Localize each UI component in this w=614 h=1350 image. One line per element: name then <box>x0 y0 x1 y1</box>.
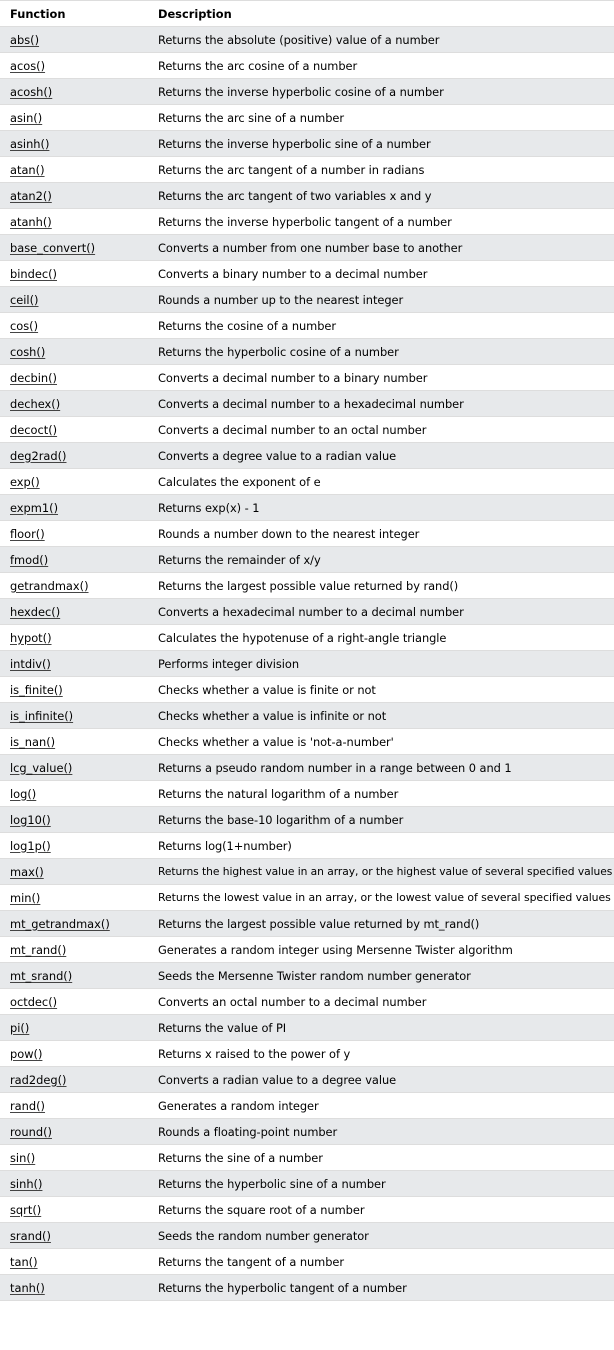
function-link[interactable]: fmod() <box>10 552 49 567</box>
description-cell: Returns the remainder of x/y <box>148 547 614 573</box>
function-cell <box>0 1145 148 1171</box>
description-cell: Converts an octal number to a decimal number <box>148 989 614 1015</box>
table-row <box>0 261 614 287</box>
function-link[interactable]: log() <box>10 786 37 801</box>
function-link[interactable]: asinh() <box>10 136 50 151</box>
table-row <box>0 1197 614 1223</box>
function-cell <box>0 989 148 1015</box>
function-link[interactable]: is_nan() <box>10 734 56 749</box>
function-link[interactable]: bindec() <box>10 266 58 281</box>
function-cell <box>0 365 148 391</box>
function-link[interactable]: log10() <box>10 812 51 827</box>
table-row <box>0 1223 614 1249</box>
function-link[interactable]: cos() <box>10 318 39 333</box>
table-row <box>0 807 614 833</box>
table-row <box>0 781 614 807</box>
function-link[interactable]: sinh() <box>10 1176 43 1191</box>
description-cell: Converts a decimal number to a binary number <box>148 365 614 391</box>
table-row <box>0 1041 614 1067</box>
table-row <box>0 729 614 755</box>
function-link[interactable]: intdiv() <box>10 656 51 671</box>
function-link[interactable]: rand() <box>10 1098 46 1113</box>
description-cell: Returns a pseudo random number in a range between 0 and 1 <box>148 755 614 781</box>
table-row <box>0 1249 614 1275</box>
description-cell: Returns the cosine of a number <box>148 313 614 339</box>
description-cell: Returns the arc sine of a number <box>148 105 614 131</box>
description-cell: Returns the inverse hyperbolic tangent of a number <box>148 209 614 235</box>
header-row <box>0 1 614 27</box>
function-link[interactable]: decoct() <box>10 422 58 437</box>
function-cell <box>0 417 148 443</box>
table-row <box>0 443 614 469</box>
function-link[interactable]: log1p() <box>10 838 51 853</box>
description-cell: Returns the inverse hyperbolic sine of a number <box>148 131 614 157</box>
table-row <box>0 547 614 573</box>
description-cell: Generates a random integer using Mersenne Twister algorithm <box>148 937 614 963</box>
function-cell <box>0 807 148 833</box>
table-row <box>0 859 614 885</box>
function-link[interactable]: octdec() <box>10 994 58 1009</box>
description-cell: Returns the inverse hyperbolic cosine of a number <box>148 79 614 105</box>
description-cell: Calculates the exponent of e <box>148 469 614 495</box>
function-link[interactable]: base_convert() <box>10 240 96 255</box>
table-row <box>0 625 614 651</box>
function-link[interactable]: atan() <box>10 162 45 177</box>
table-row <box>0 1067 614 1093</box>
description-cell: Returns the largest possible value returned by mt_rand() <box>148 911 614 937</box>
function-cell <box>0 547 148 573</box>
description-cell: Checks whether a value is 'not-a-number' <box>148 729 614 755</box>
function-cell <box>0 599 148 625</box>
function-cell <box>0 27 148 53</box>
table-row <box>0 1145 614 1171</box>
function-link[interactable]: cosh() <box>10 344 46 359</box>
table-row <box>0 963 614 989</box>
function-link[interactable]: round() <box>10 1124 52 1139</box>
function-cell <box>0 859 148 885</box>
description-cell: Generates a random integer <box>148 1093 614 1119</box>
description-cell: Seeds the Mersenne Twister random number generator <box>148 963 614 989</box>
function-cell <box>0 1223 148 1249</box>
description-cell: Returns the hyperbolic sine of a number <box>148 1171 614 1197</box>
description-cell: Returns the hyperbolic cosine of a number <box>148 339 614 365</box>
description-cell: Returns the largest possible value returned by rand() <box>148 573 614 599</box>
function-link[interactable]: dechex() <box>10 396 61 411</box>
description-cell: Returns the lowest value in an array, or the lowest value of several specified values <box>148 885 614 911</box>
description-cell: Converts a radian value to a degree value <box>148 1067 614 1093</box>
function-cell <box>0 495 148 521</box>
description-cell: Checks whether a value is finite or not <box>148 677 614 703</box>
function-link[interactable]: hypot() <box>10 630 52 645</box>
description-cell: Returns the value of PI <box>148 1015 614 1041</box>
function-cell <box>0 469 148 495</box>
table-row <box>0 1171 614 1197</box>
function-cell <box>0 79 148 105</box>
function-link[interactable]: mt_rand() <box>10 942 67 957</box>
table-header <box>0 1 614 27</box>
function-link[interactable]: decbin() <box>10 370 58 385</box>
function-cell <box>0 209 148 235</box>
function-cell <box>0 131 148 157</box>
table-row <box>0 183 614 209</box>
function-link[interactable]: srand() <box>10 1228 51 1243</box>
table-row <box>0 53 614 79</box>
table-body <box>0 27 614 1301</box>
description-cell: Converts a number from one number base to another <box>148 235 614 261</box>
table-row <box>0 287 614 313</box>
function-cell <box>0 781 148 807</box>
function-cell <box>0 1249 148 1275</box>
function-cell <box>0 53 148 79</box>
function-cell <box>0 911 148 937</box>
function-cell <box>0 833 148 859</box>
function-cell <box>0 287 148 313</box>
table-row <box>0 911 614 937</box>
function-link[interactable]: acosh() <box>10 84 53 99</box>
description-cell: Returns the arc tangent of two variables x and y <box>148 183 614 209</box>
table-row <box>0 937 614 963</box>
function-cell <box>0 1015 148 1041</box>
table-row <box>0 209 614 235</box>
description-cell: Returns exp(x) - 1 <box>148 495 614 521</box>
function-cell <box>0 391 148 417</box>
function-cell <box>0 235 148 261</box>
table-row <box>0 131 614 157</box>
table-row <box>0 339 614 365</box>
function-link[interactable]: min() <box>10 890 41 905</box>
description-cell: Returns the square root of a number <box>148 1197 614 1223</box>
function-link[interactable]: ceil() <box>10 292 39 307</box>
function-link[interactable]: exp() <box>10 474 40 489</box>
table-row <box>0 105 614 131</box>
description-cell: Performs integer division <box>148 651 614 677</box>
function-link[interactable]: max() <box>10 864 44 879</box>
function-cell <box>0 105 148 131</box>
description-cell: Rounds a floating-point number <box>148 1119 614 1145</box>
function-cell <box>0 755 148 781</box>
description-cell: Converts a binary number to a decimal number <box>148 261 614 287</box>
function-cell <box>0 729 148 755</box>
description-cell: Converts a decimal number to an octal number <box>148 417 614 443</box>
table-row <box>0 651 614 677</box>
function-link[interactable]: is_finite() <box>10 682 63 697</box>
table-row <box>0 1093 614 1119</box>
function-link[interactable]: getrandmax() <box>10 578 89 593</box>
function-link[interactable]: pow() <box>10 1046 43 1061</box>
function-link[interactable]: lcg_value() <box>10 760 73 775</box>
function-link[interactable]: mt_getrandmax() <box>10 916 110 931</box>
table-row <box>0 833 614 859</box>
description-cell: Returns the arc tangent of a number in radians <box>148 157 614 183</box>
description-cell: Converts a decimal number to a hexadecimal number <box>148 391 614 417</box>
column-header-description: Description <box>148 1 614 27</box>
table-row <box>0 495 614 521</box>
function-cell <box>0 443 148 469</box>
description-cell: Returns the tangent of a number <box>148 1249 614 1275</box>
function-cell <box>0 651 148 677</box>
function-link[interactable]: mt_srand() <box>10 968 73 983</box>
function-cell <box>0 1041 148 1067</box>
function-link[interactable]: is_infinite() <box>10 708 74 723</box>
function-link[interactable]: acos() <box>10 58 46 73</box>
function-link[interactable]: tanh() <box>10 1280 45 1295</box>
table-row <box>0 235 614 261</box>
table-row <box>0 599 614 625</box>
function-cell <box>0 1119 148 1145</box>
description-cell: Returns the natural logarithm of a number <box>148 781 614 807</box>
function-link[interactable]: sin() <box>10 1150 36 1165</box>
function-link[interactable]: rad2deg() <box>10 1072 67 1087</box>
description-cell: Returns the arc cosine of a number <box>148 53 614 79</box>
description-cell: Converts a hexadecimal number to a decimal number <box>148 599 614 625</box>
table-row <box>0 755 614 781</box>
function-cell <box>0 885 148 911</box>
function-link[interactable]: deg2rad() <box>10 448 67 463</box>
description-cell: Returns the base-10 logarithm of a number <box>148 807 614 833</box>
table-row <box>0 79 614 105</box>
function-cell <box>0 1171 148 1197</box>
description-cell: Checks whether a value is infinite or not <box>148 703 614 729</box>
table-row <box>0 469 614 495</box>
table-row <box>0 391 614 417</box>
table-row <box>0 677 614 703</box>
table-row <box>0 417 614 443</box>
table-row <box>0 1015 614 1041</box>
function-link[interactable]: tan() <box>10 1254 38 1269</box>
function-link[interactable]: pi() <box>10 1020 30 1035</box>
function-link[interactable]: abs() <box>10 32 40 47</box>
function-cell <box>0 183 148 209</box>
function-link[interactable]: sqrt() <box>10 1202 42 1217</box>
table-row <box>0 989 614 1015</box>
function-cell <box>0 1093 148 1119</box>
table-row <box>0 313 614 339</box>
function-cell <box>0 625 148 651</box>
table-row <box>0 703 614 729</box>
table-row <box>0 1119 614 1145</box>
function-link[interactable]: expm1() <box>10 500 59 515</box>
function-cell <box>0 261 148 287</box>
function-cell <box>0 1067 148 1093</box>
table-row <box>0 27 614 53</box>
function-cell <box>0 1197 148 1223</box>
function-cell <box>0 313 148 339</box>
description-cell: Returns the hyperbolic tangent of a number <box>148 1275 614 1301</box>
function-cell <box>0 963 148 989</box>
function-cell <box>0 339 148 365</box>
table-row <box>0 157 614 183</box>
function-link[interactable]: atan2() <box>10 188 52 203</box>
table-row <box>0 521 614 547</box>
description-cell: Returns the highest value in an array, or the highest value of several specified values <box>148 859 614 885</box>
table-row <box>0 1275 614 1301</box>
function-cell <box>0 157 148 183</box>
description-cell: Calculates the hypotenuse of a right-angle triangle <box>148 625 614 651</box>
function-link[interactable]: hexdec() <box>10 604 61 619</box>
function-cell <box>0 573 148 599</box>
description-cell: Converts a degree value to a radian value <box>148 443 614 469</box>
function-link[interactable]: floor() <box>10 526 45 541</box>
description-cell: Returns x raised to the power of y <box>148 1041 614 1067</box>
table-row <box>0 573 614 599</box>
description-cell: Returns the sine of a number <box>148 1145 614 1171</box>
function-cell <box>0 1275 148 1301</box>
table-row <box>0 365 614 391</box>
function-cell <box>0 703 148 729</box>
table-row <box>0 885 614 911</box>
function-link[interactable]: atanh() <box>10 214 52 229</box>
column-header-function: Function <box>0 1 148 27</box>
description-cell: Rounds a number up to the nearest integer <box>148 287 614 313</box>
function-cell <box>0 937 148 963</box>
description-cell: Returns log(1+number) <box>148 833 614 859</box>
function-cell <box>0 521 148 547</box>
description-cell: Returns the absolute (positive) value of a number <box>148 27 614 53</box>
function-link[interactable]: asin() <box>10 110 43 125</box>
function-cell <box>0 677 148 703</box>
description-cell: Seeds the random number generator <box>148 1223 614 1249</box>
description-cell: Rounds a number down to the nearest integer <box>148 521 614 547</box>
